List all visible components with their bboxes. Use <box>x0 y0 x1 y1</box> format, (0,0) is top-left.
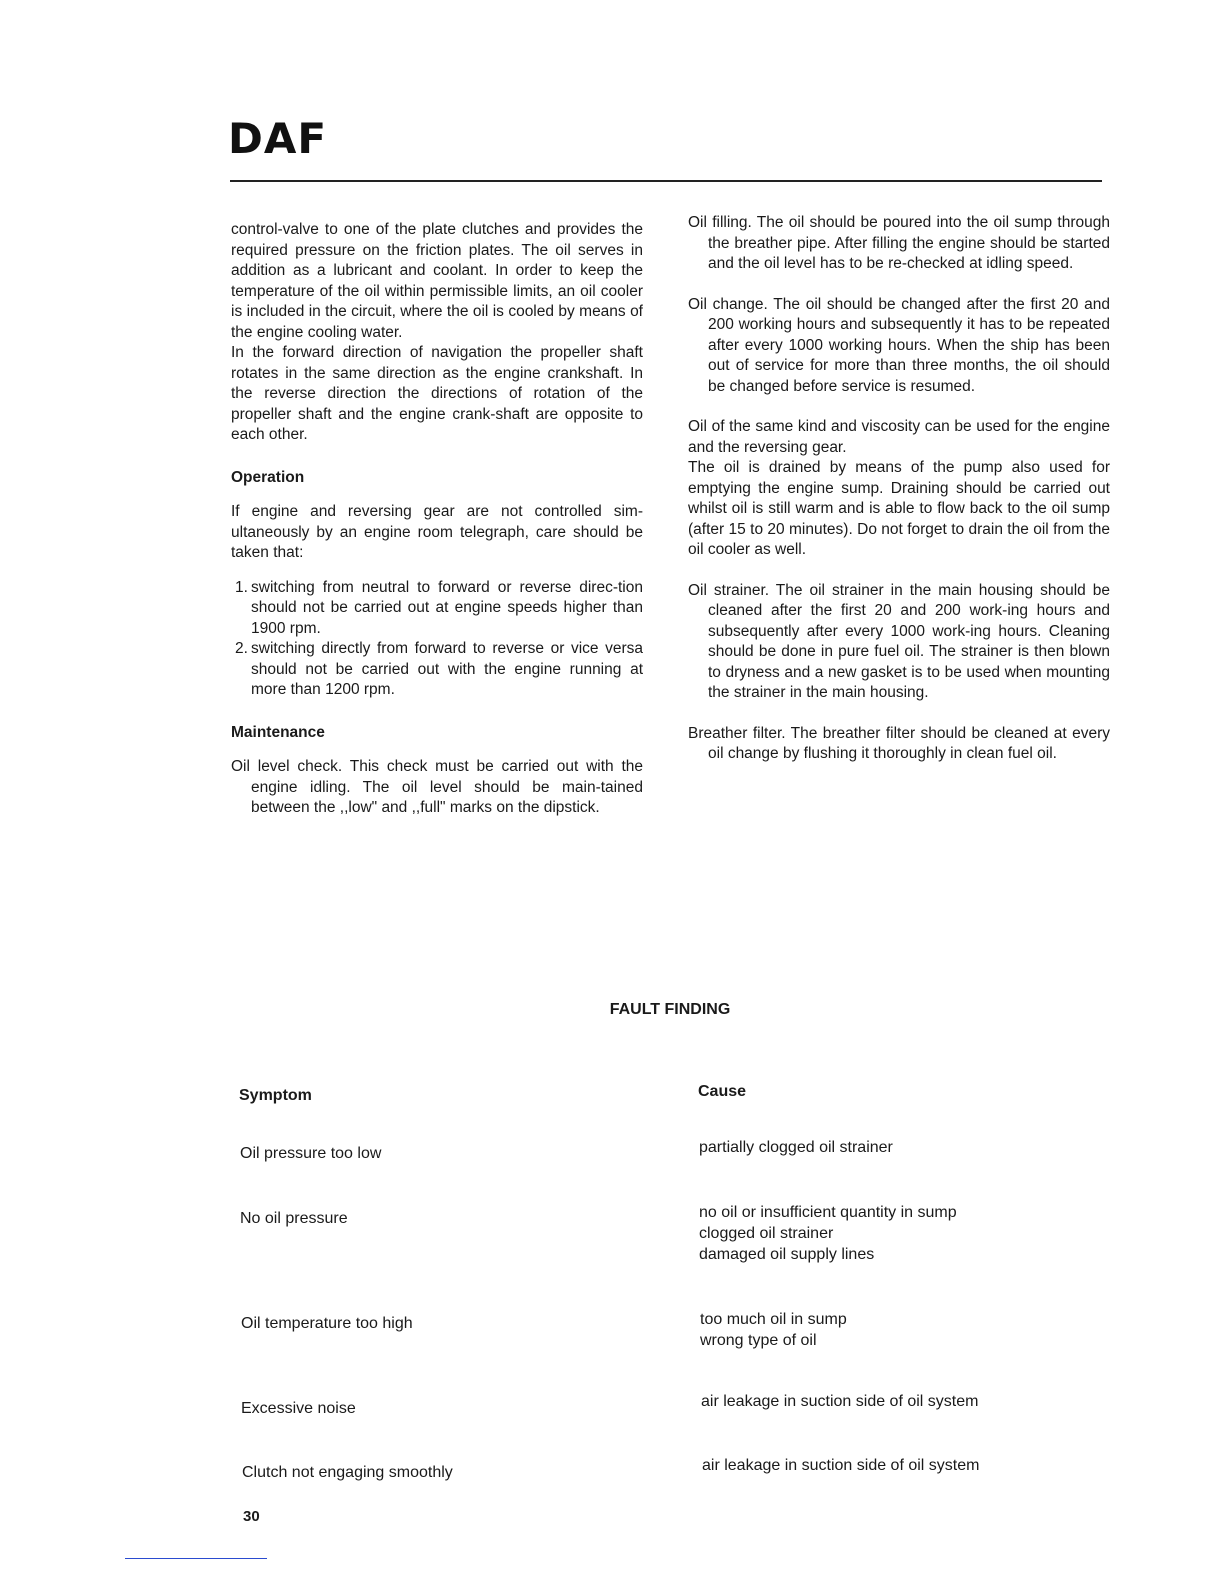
bottom-underline <box>125 1558 267 1559</box>
cause-header: Cause <box>698 1083 747 1100</box>
rule-number: 1. <box>235 578 248 596</box>
oil-strainer-paragraph: Oil strainer. The oil strainer in the main housing should be cleaned after the first 20 and 200 work-ing hours and subsequently after every 1000 work-ing hours. Cleaning should be done in pure fuel oil. The strainer is then blown to dryness and a new gasket is to be used when mounting the strainer in the main housing. <box>688 581 1110 701</box>
oil-filling-paragraph: Oil filling. The oil should be poured into the oil sump through the breather pipe. After filling the engine should be started and the oil level has to be re-checked at idling speed. <box>688 214 1110 272</box>
breather-filter-paragraph: Breather filter. The breather filter should be cleaned at every oil change by flushing it thoroughly in clean fuel oil. <box>688 724 1110 762</box>
maintenance-heading: Maintenance <box>231 723 325 741</box>
daf-logo: DAF <box>228 114 328 163</box>
symptom-cell: Clutch not engaging smoothly <box>242 1464 453 1481</box>
oil-level-check-paragraph: Oil level check. This check must be carried out with the engine idling. The oil level should be main-tained between the ,,low" and ,,full" marks on the dipstick. <box>231 758 643 816</box>
rule-item <box>231 639 643 701</box>
draining-paragraph: The oil is drained by means of the pump also used for emptying the engine sump. Draining should be carried out whilst oil is still warm and is able to flow back to the oil sump (after 15 to 20 minutes). Do not forget to drain the oil from the oil cooler as well. <box>688 459 1110 558</box>
symptom-cell: Excessive noise <box>241 1400 356 1417</box>
page-number: 30 <box>243 1508 260 1525</box>
cause-cell: air leakage in suction side of oil system <box>701 1393 979 1410</box>
symptom-cell: Oil pressure too low <box>240 1145 382 1162</box>
symptom-cell: No oil pressure <box>240 1210 348 1227</box>
same-oil-paragraph: Oil of the same kind and viscosity can be used for the engine and the reversing gear. <box>688 418 1110 456</box>
intro-paragraph: control-valve to one of the plate clutches and provides the required pressure on the friction plates. The oil serves in addition as a lubricant and coolant. In order to keep the temperature of the oil within permissible limits, an oil cooler is included in the circuit, where the oil is cooled by means of the engine cooling water. <box>231 221 643 341</box>
operation-rules <box>231 578 643 701</box>
rule-number: 2. <box>235 640 248 657</box>
cause-cell: no oil or insufficient quantity in sump clogged oil strainer damaged oil supply lines <box>699 1204 957 1263</box>
rule-text: switching from neutral to forward or reverse direc-tion should not be carried out at engine speeds higher than 1900 rpm. <box>251 578 643 637</box>
header-rule <box>230 180 1102 182</box>
symptom-cell: Oil temperature too high <box>241 1315 413 1332</box>
cause-cell: partially clogged oil strainer <box>699 1139 893 1156</box>
right-column <box>688 213 1110 765</box>
cause-cell: air leakage in suction side of oil system <box>702 1457 980 1474</box>
symptom-header: Symptom <box>239 1087 312 1104</box>
direction-paragraph: In the forward direction of navigation the propeller shaft rotates in the same direction as the engine crankshaft. In the reverse direction the directions of rotation of the propeller shaft and the engine crank-shaft are opposite to each other. <box>231 344 643 443</box>
operation-paragraph: If engine and reversing gear are not controlled sim-ultaneously by an engine room telegraph, care should be taken that: <box>231 503 643 561</box>
rule-item <box>231 578 643 640</box>
fault-finding-title: FAULT FINDING <box>609 1001 731 1018</box>
left-column <box>231 220 643 819</box>
cause-cell: too much oil in sump wrong type of oil <box>700 1311 847 1349</box>
oil-change-paragraph: Oil change. The oil should be changed after the first 20 and 200 working hours and subsequently it has to be repeated after every 1000 working hours. When the ship has been out of service for more than three months, the oil should be changed before service is resumed. <box>688 295 1110 395</box>
operation-heading: Operation <box>231 468 305 486</box>
rule-text: switching directly from forward to reverse or vice versa should not be carried out with the engine running at more than 1200 rpm. <box>251 640 643 698</box>
